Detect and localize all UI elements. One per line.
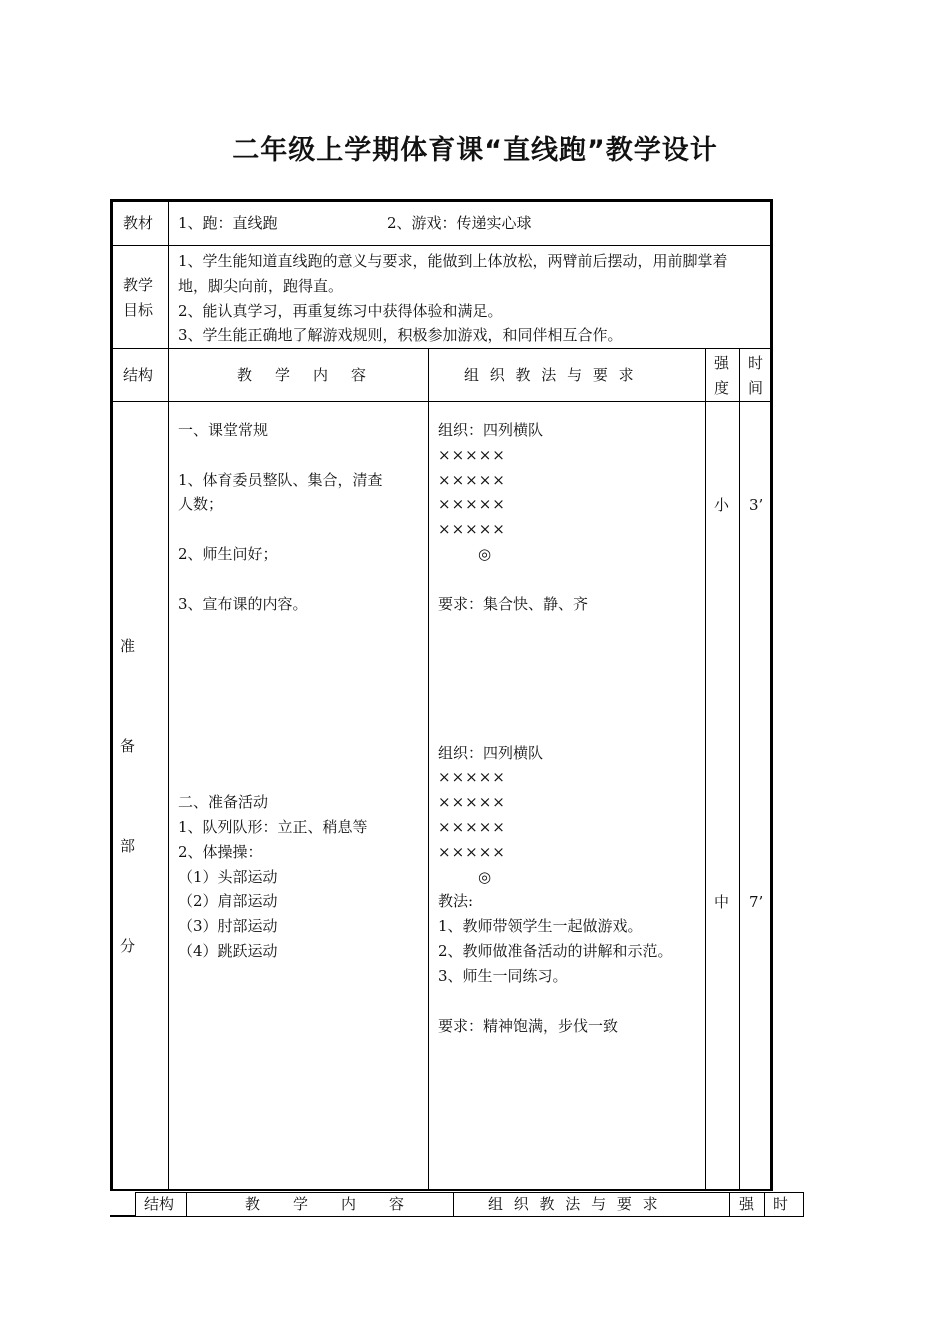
col-divider [168, 199, 169, 1191]
content-item: 人数； [178, 495, 224, 513]
method-step: 1、教师带领学生一起做游戏。 [438, 917, 643, 935]
material-label: 教材 [123, 214, 154, 232]
repeat-header-time: 时 [773, 1195, 789, 1213]
time-value: 7’ [749, 893, 764, 911]
repeat-border-top [135, 1192, 804, 1193]
method-step: 2、教师做准备活动的讲解和示范。 [438, 942, 673, 960]
goal-2: 2、能认真学习，再重复练习中获得体验和满足。 [178, 302, 503, 320]
goal-1-line1: 1、学生能知道直线跑的意义与要求，能做到上体放松，两臂前后摆动，用前脚掌着 [178, 252, 728, 270]
material-item-run: 1、跑：直线跑 [178, 214, 278, 232]
content-subitem: （3）肘部运动 [178, 917, 278, 935]
method-organization: 组织：四列横队 [438, 744, 544, 762]
formation-row: ××××× [438, 471, 506, 489]
repeat-border-left [135, 1192, 136, 1216]
content-heading-warmup: 二、准备活动 [178, 793, 269, 811]
header-time-2: 间 [748, 379, 764, 397]
material-item-game: 2、游戏：传递实心球 [387, 214, 532, 232]
section-label-char: 部 [120, 837, 136, 855]
repeat-col-divider [729, 1192, 730, 1216]
header-time-1: 时 [748, 354, 764, 372]
formation-row: ××××× [438, 843, 506, 861]
section-label-char: 准 [120, 637, 136, 655]
goals-label-line2: 目标 [123, 301, 154, 319]
row-divider [110, 401, 772, 402]
content-item: 1、队列队形：立正、稍息等 [178, 818, 368, 836]
formation-row: ××××× [438, 768, 506, 786]
method-organization: 组织：四列横队 [438, 421, 544, 439]
time-value: 3’ [749, 496, 764, 514]
method-requirement: 要求：集合快、静、齐 [438, 595, 589, 613]
teacher-position-symbol: ◎ [478, 868, 492, 886]
formation-row: ××××× [438, 818, 506, 836]
repeat-border-right [803, 1192, 804, 1216]
method-label: 教法: [438, 892, 474, 910]
repeat-header-intensity: 强 [739, 1195, 755, 1213]
repeat-border-bottom [110, 1215, 135, 1217]
content-item: 3、宣布课的内容。 [178, 595, 308, 613]
repeat-header-structure: 结构 [144, 1195, 175, 1213]
goal-3: 3、学生能正确地了解游戏规则，积极参加游戏，和同伴相互合作。 [178, 326, 623, 344]
repeat-border-bottom [135, 1216, 804, 1217]
repeat-header-method: 组 织 教 法 与 要 求 [488, 1195, 661, 1213]
col-divider [705, 348, 706, 1191]
content-item: 1、体育委员整队、集合，清查 [178, 471, 383, 489]
formation-row: ××××× [438, 793, 506, 811]
repeat-col-divider [186, 1192, 187, 1216]
formation-row: ××××× [438, 520, 506, 538]
section-label-char: 分 [120, 937, 136, 955]
method-step: 3、师生一同练习。 [438, 967, 568, 985]
goal-1-line2: 地，脚尖向前，跑得直。 [178, 277, 344, 295]
row-divider [110, 348, 772, 349]
method-requirement: 要求：精神饱满，步伐一致 [438, 1017, 619, 1035]
repeat-col-divider [764, 1192, 765, 1216]
col-divider [739, 348, 740, 1191]
header-content: 教 学 内 容 [237, 366, 371, 384]
content-subitem: （4）跳跃运动 [178, 942, 278, 960]
formation-row: ××××× [438, 495, 506, 513]
content-subitem: （2）肩部运动 [178, 892, 278, 910]
repeat-header-content: 教 学 内 容 [245, 1195, 406, 1213]
section-label-char: 备 [120, 737, 136, 755]
content-subitem: （1）头部运动 [178, 868, 278, 886]
col-divider [428, 348, 429, 1191]
header-method: 组 织 教 法 与 要 求 [464, 366, 637, 384]
content-item: 2、师生问好； [178, 545, 278, 563]
content-item: 2、体操操： [178, 843, 263, 861]
header-intensity-2: 度 [714, 379, 730, 397]
header-structure: 结构 [123, 366, 154, 384]
content-heading-routine: 一、课堂常规 [178, 421, 269, 439]
goals-label-line1: 教学 [123, 276, 154, 294]
table-border-bottom [110, 1189, 772, 1191]
header-intensity-1: 强 [714, 354, 730, 372]
intensity-value: 小 [714, 496, 730, 514]
formation-row: ××××× [438, 446, 506, 464]
repeat-col-divider [453, 1192, 454, 1216]
intensity-value: 中 [714, 893, 730, 911]
table-border-top [110, 199, 772, 202]
teacher-position-symbol: ◎ [478, 545, 492, 563]
document-title: 二年级上学期体育课“直线跑”教学设计 [232, 135, 718, 166]
row-divider [110, 245, 772, 246]
